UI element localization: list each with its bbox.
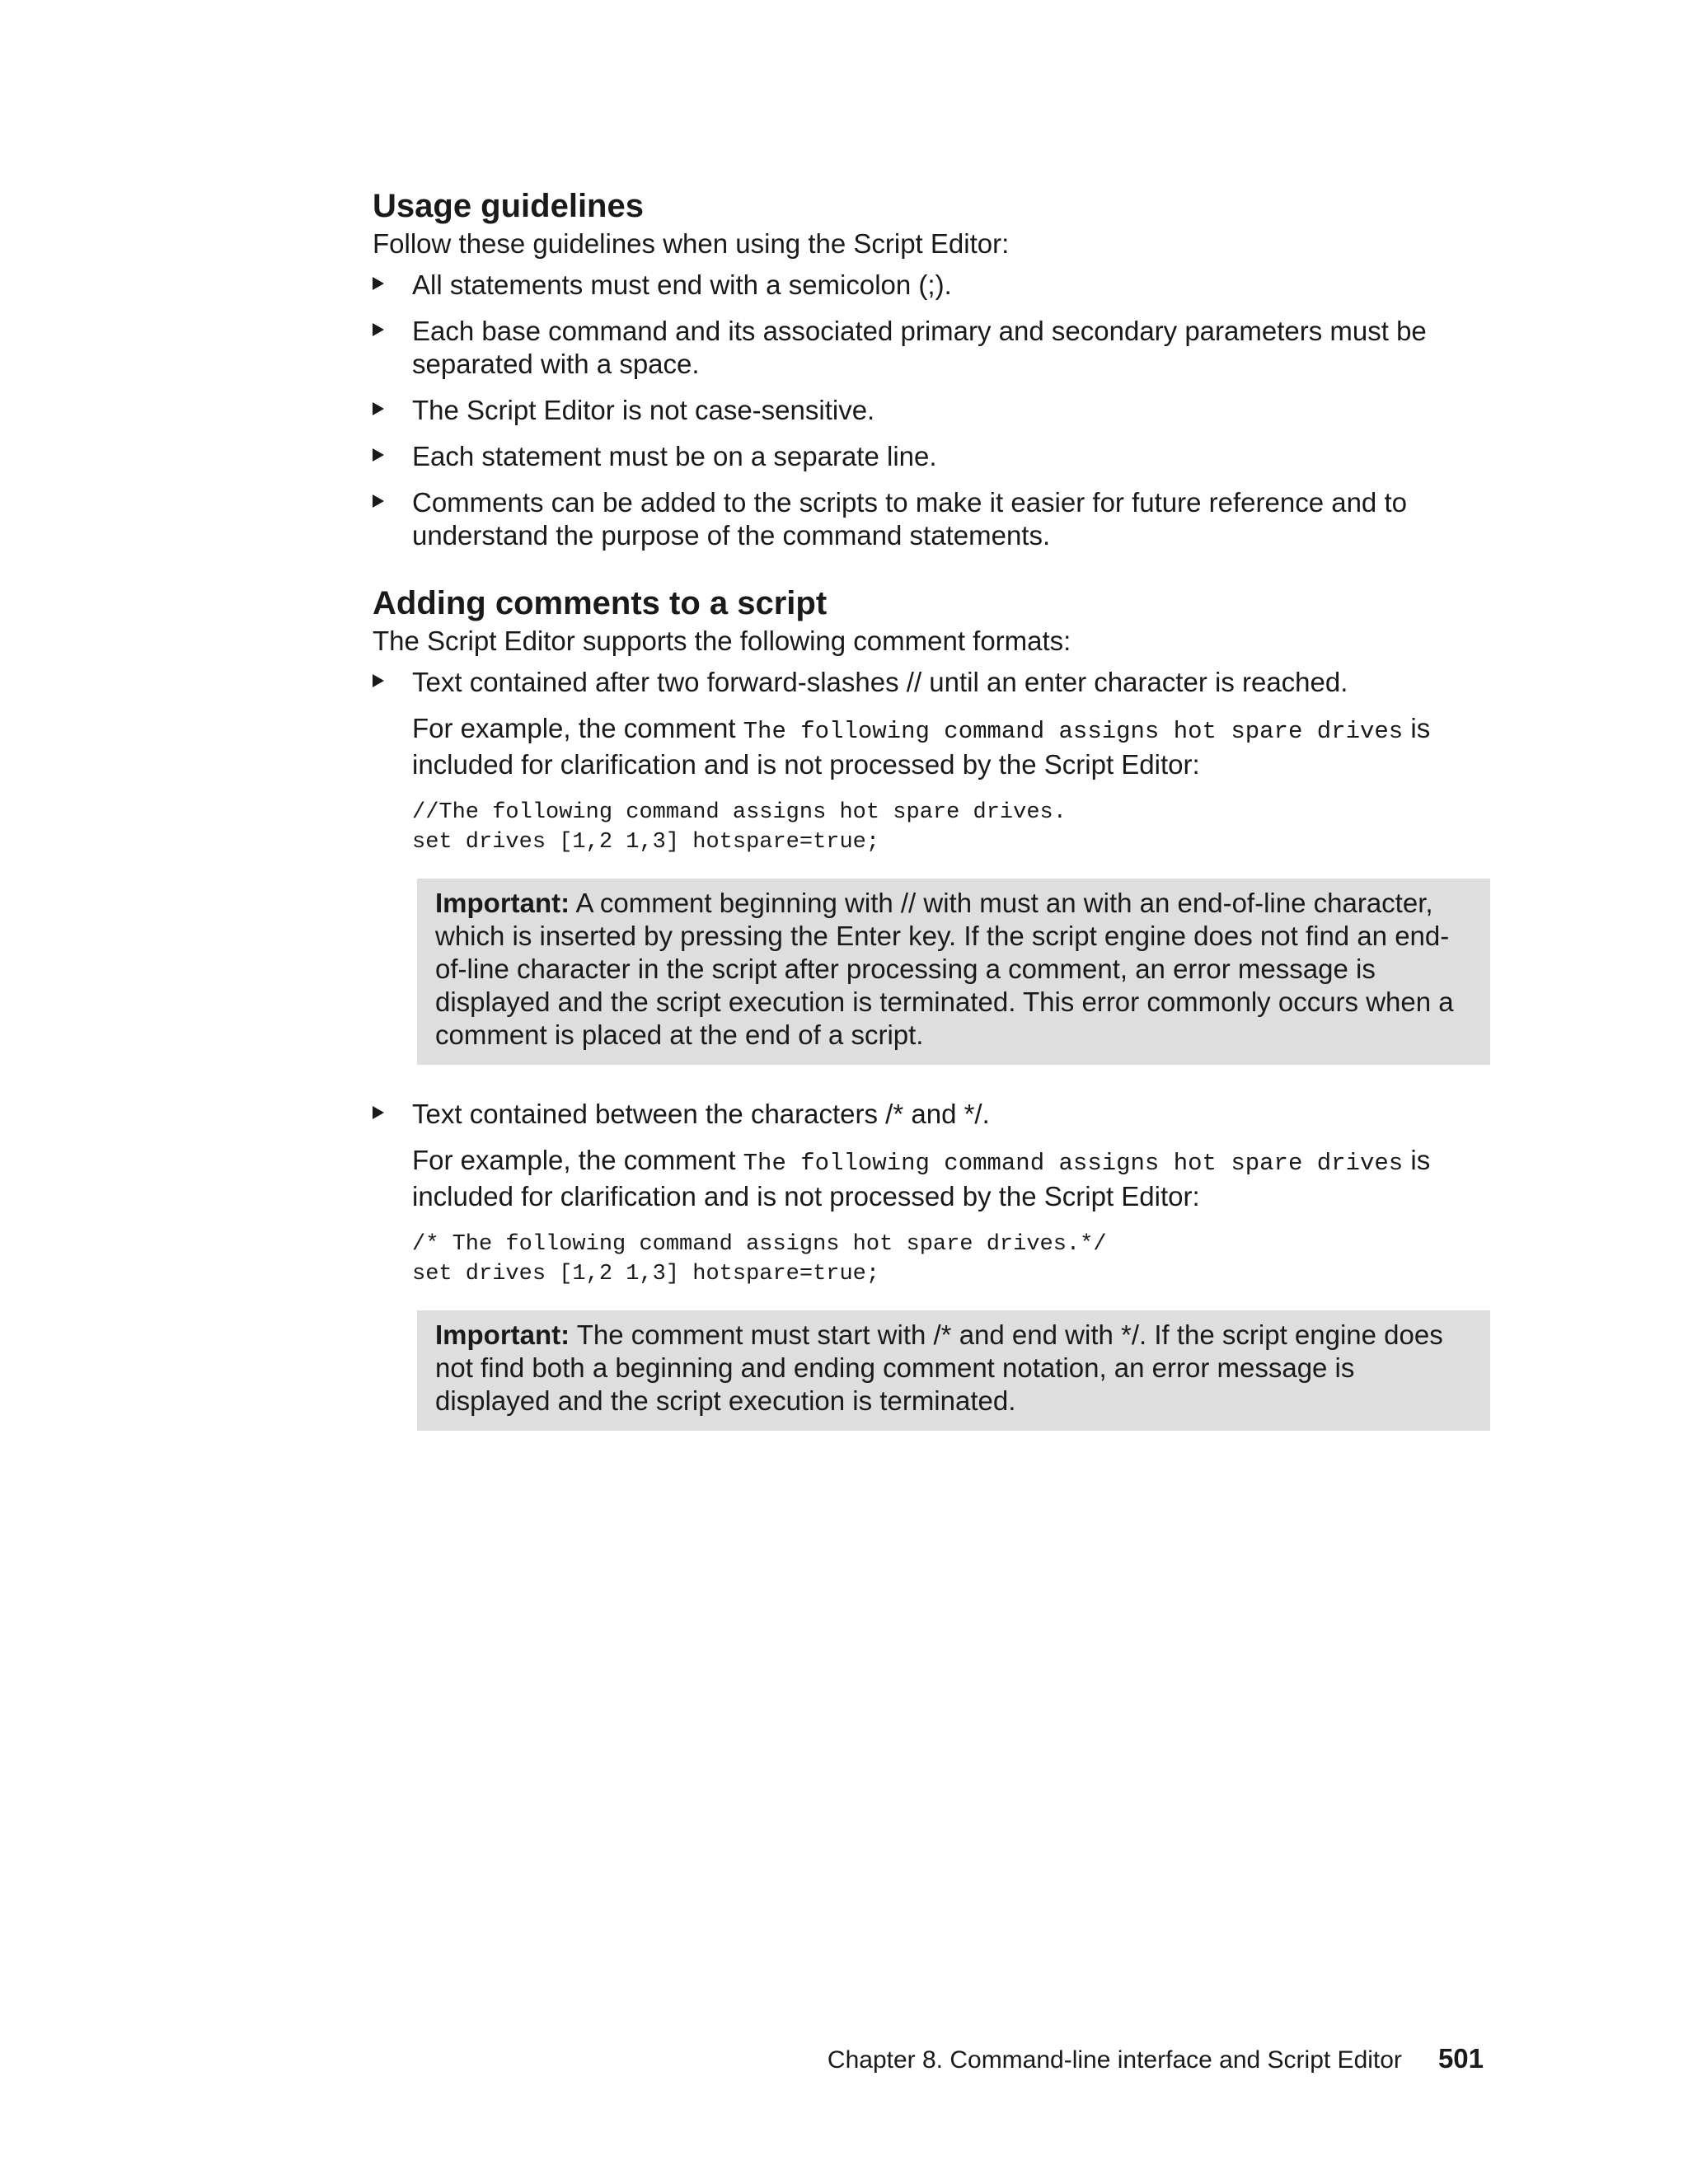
chapter-title: Chapter 8. Command-line interface and Script Editor [827,2046,1402,2074]
bullet-arrow-icon [373,674,384,687]
list-item: All statements must end with a semicolon (;). [373,269,1490,302]
example-paragraph: For example, the comment The following command assigns hot spare drives is included for clarification and is not processed by the Script Editor: [412,713,1431,780]
note-label: Important: [435,1319,570,1350]
format-description: Text contained after two forward-slashes // until an enter character is reached. [412,667,1348,697]
inline-code: The following command assigns hot spare drives [743,718,1404,745]
note-text: A comment beginning with // with must an with an end-of-line character, which is inserted by pressing the Enter key. If the script engine does not find an end-of-line character in the script after processing a comment, an error message is displayed and the script execution is terminated. This error commonly occurs when a comment is placed at the end of a script. [435,888,1454,1050]
important-note [417,879,1490,1065]
list-item [373,666,1490,1065]
bullet-arrow-icon [373,323,384,336]
bullet-arrow-icon [373,1106,384,1119]
code-example: /* The following command assigns hot spare drives.*/ set drives [1,2 1,3] hotspare=true; [412,1232,1107,1286]
list-item [373,1098,1490,1431]
page-content [373,186,1490,1444]
bullet-arrow-icon [373,494,384,508]
comment-formats-list [373,666,1490,1431]
bullet-arrow-icon [373,402,384,415]
code-example: //The following command assigns hot spare drives. set drives [1,2 1,3] hotspare=true; [412,800,1067,855]
note-label: Important: [435,888,570,918]
bullet-arrow-icon [373,277,384,290]
list-item: The Script Editor is not case-sensitive. [373,394,1490,427]
guidelines-list [373,269,1490,552]
inline-code: The following command assigns hot spare drives [743,1150,1404,1177]
page-number: 501 [1437,2043,1484,2074]
section-heading-usage-guidelines: Usage guidelines [373,188,644,224]
page-footer [828,2042,1484,2077]
note-text: The comment must start with /* and end with */. If the script engine does not find both a beginning and ending comment notation, an error message is displayed and the script execution is terminated. [435,1319,1443,1416]
example-paragraph: For example, the comment The following command assigns hot spare drives is included for clarification and is not processed by the Script Editor: [412,1145,1431,1212]
important-note [417,1310,1490,1431]
list-item: Each base command and its associated primary and secondary parameters must be separated with a space. [373,315,1490,381]
format-description: Text contained between the characters /* and */. [412,1099,990,1129]
section-intro: Follow these guidelines when using the Script Editor: [373,228,1010,259]
list-item: Each statement must be on a separate line. [373,440,1490,473]
list-item: Comments can be added to the scripts to make it easier for future reference and to understand the purpose of the command statements. [373,486,1490,552]
section-intro: The Script Editor supports the following comment formats: [373,626,1071,656]
section-heading-adding-comments: Adding comments to a script [373,585,828,621]
bullet-arrow-icon [373,448,384,462]
